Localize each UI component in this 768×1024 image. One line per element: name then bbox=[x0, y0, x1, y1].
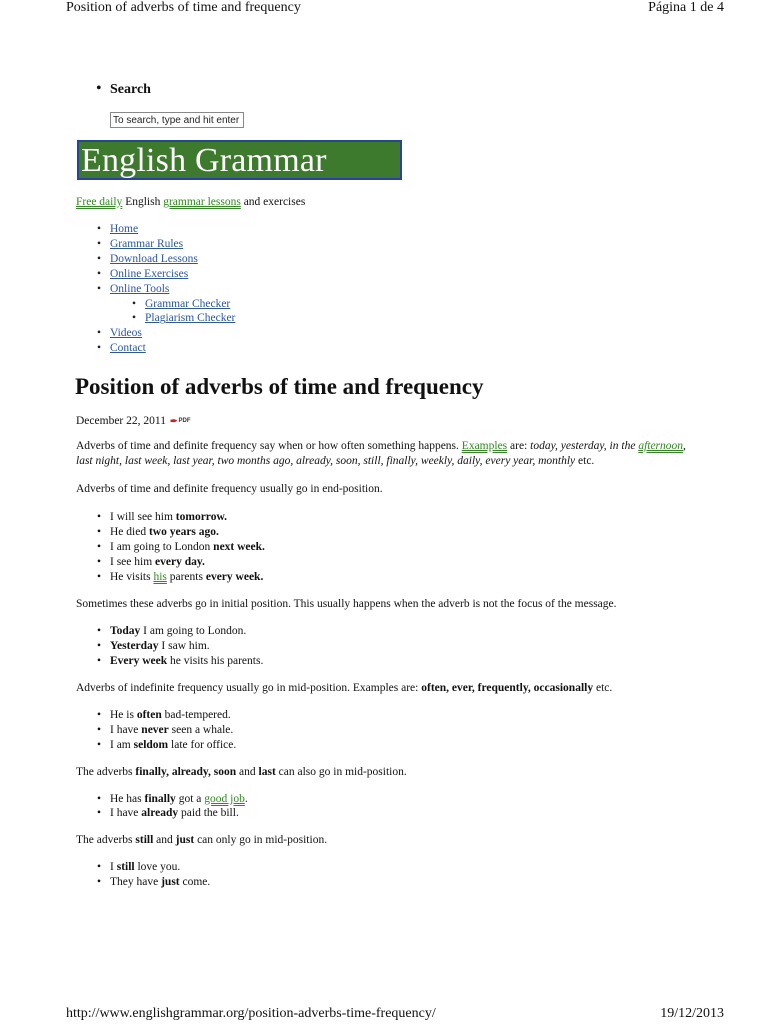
only-mid-examples bbox=[76, 860, 696, 890]
print-header-page: Página 1 de 4 bbox=[648, 0, 724, 15]
main-nav bbox=[76, 222, 696, 356]
nav-item-online-tools bbox=[110, 282, 696, 327]
list-item: • I am seldom late for office. bbox=[110, 738, 696, 753]
also-mid-paragraph: The adverbs finally, already, soon and last can also go in mid-position. bbox=[76, 765, 407, 778]
print-header bbox=[0, 0, 768, 20]
search-input[interactable] bbox=[110, 112, 244, 128]
initial-position-examples bbox=[76, 624, 696, 669]
print-header-title: Position of adverbs of time and frequency bbox=[66, 0, 301, 15]
list-item: • They have just come. bbox=[110, 875, 696, 890]
grammar-lessons-link[interactable]: grammar lessons bbox=[163, 196, 241, 208]
nav-link-home[interactable]: Home bbox=[110, 223, 139, 235]
examples-link[interactable]: Examples bbox=[461, 440, 508, 453]
list-item: • I see him every day. bbox=[110, 555, 696, 570]
nav-link-grammar-rules[interactable]: Grammar Rules bbox=[110, 237, 184, 250]
pdf-label: PDF bbox=[178, 418, 191, 425]
nav-link-online-tools[interactable]: Online Tools bbox=[110, 282, 170, 295]
list-item: • I still love you. bbox=[110, 860, 696, 875]
also-mid-examples bbox=[76, 792, 696, 822]
nav-item-home bbox=[110, 222, 696, 237]
nav-submenu-online-tools bbox=[110, 297, 696, 327]
site-logo-banner[interactable]: English Grammar bbox=[77, 140, 402, 180]
search-title: Search bbox=[110, 82, 151, 97]
list-item: • I have never seen a whale. bbox=[110, 723, 696, 738]
his-link[interactable]: his bbox=[153, 570, 167, 583]
only-mid-paragraph: The adverbs still and just can only go in mid-position. bbox=[76, 834, 328, 847]
nav-item-grammar-rules bbox=[110, 237, 696, 252]
nav-subitem-grammar-checker bbox=[145, 297, 696, 312]
nav-item-download-lessons bbox=[110, 252, 696, 267]
list-item: • Yesterday I saw him. bbox=[110, 639, 696, 654]
list-item: • I have already paid the bill. bbox=[110, 806, 696, 821]
list-item: • I am going to London next week. bbox=[110, 540, 696, 555]
intro-paragraph: Adverbs of time and definite frequency say when or how often something happens. Examples are: today, yesterday, in the afternoon, last night, last week, last year, two months ago, already, soon, still, finally, weekly, daily, every year, monthly etc. bbox=[76, 440, 686, 468]
list-item: • He visits his parents every week. bbox=[110, 570, 696, 585]
tagline: Free daily English grammar lessons and exercises bbox=[76, 196, 306, 208]
mid-position-paragraph: Adverbs of indefinite frequency usually go in mid-position. Examples are: often, ever, frequently, occasionally etc. bbox=[76, 682, 613, 695]
search-widget: • Search To search, type and hit enter bbox=[96, 80, 696, 128]
nav-link-plagiarism-checker[interactable]: Plagiarism Checker bbox=[145, 312, 236, 325]
list-item: • I will see him tomorrow. bbox=[110, 510, 696, 525]
print-footer-date: 19/12/2013 bbox=[660, 1006, 724, 1021]
pdf-icon[interactable]: ✒ PDF bbox=[169, 415, 191, 426]
print-footer bbox=[0, 1006, 768, 1024]
good-job-link[interactable]: good job bbox=[204, 792, 245, 805]
list-item: • He has finally got a good job. bbox=[110, 792, 696, 807]
nav-link-contact[interactable]: Contact bbox=[110, 342, 146, 355]
afternoon-link[interactable]: afternoon bbox=[638, 440, 684, 453]
page-content bbox=[76, 80, 696, 890]
end-position-examples bbox=[76, 510, 696, 585]
list-item: • He died two years ago. bbox=[110, 525, 696, 540]
mid-position-examples bbox=[76, 708, 696, 753]
nav-item-videos bbox=[110, 326, 696, 341]
initial-position-paragraph: Sometimes these adverbs go in initial position. This usually happens when the adverb is not the focus of the message. bbox=[76, 598, 617, 611]
print-footer-url: http://www.englishgrammar.org/position-adverbs-time-frequency/ bbox=[66, 1006, 436, 1021]
end-position-paragraph: Adverbs of time and definite frequency usually go in end-position. bbox=[76, 482, 383, 495]
free-daily-link[interactable]: Free daily bbox=[76, 196, 123, 208]
article-date: December 22, 2011 bbox=[76, 415, 166, 428]
nav-item-online-exercises bbox=[110, 267, 696, 282]
nav-link-online-exercises[interactable]: Online Exercises bbox=[110, 267, 189, 280]
list-item: • Today I am going to London. bbox=[110, 624, 696, 639]
nav-subitem-plagiarism-checker bbox=[145, 311, 696, 326]
list-item: • Every week he visits his parents. bbox=[110, 654, 696, 669]
nav-link-download-lessons[interactable]: Download Lessons bbox=[110, 252, 198, 265]
article-meta bbox=[76, 415, 696, 427]
article-title: Position of adverbs of time and frequency bbox=[75, 374, 484, 400]
nav-item-contact bbox=[110, 341, 696, 356]
nav-link-videos[interactable]: Videos bbox=[110, 327, 142, 340]
list-item: • He is often bad-tempered. bbox=[110, 708, 696, 723]
nav-link-grammar-checker[interactable]: Grammar Checker bbox=[145, 297, 231, 310]
